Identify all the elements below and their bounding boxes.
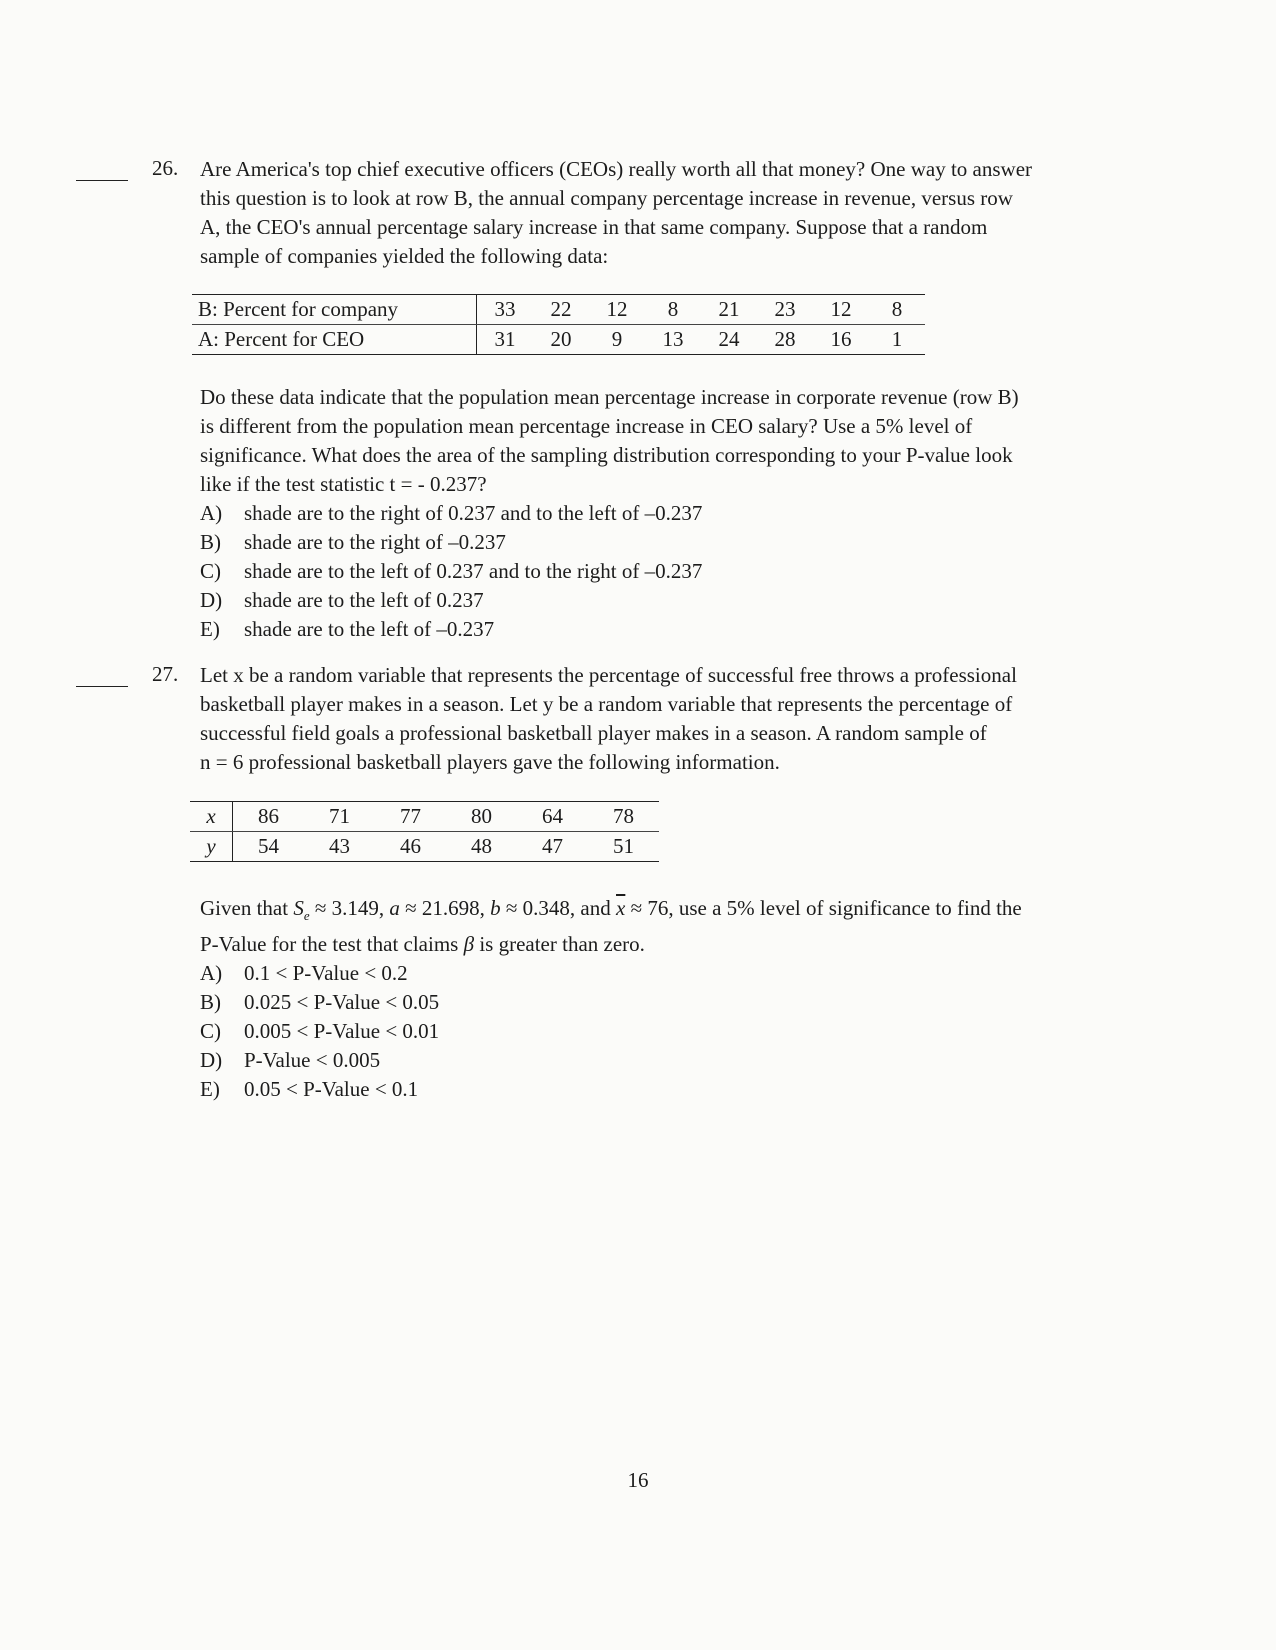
option-text: 0.025 < P-Value < 0.05 bbox=[244, 990, 440, 1014]
cell: 86 bbox=[233, 802, 305, 832]
cell: 47 bbox=[542, 834, 563, 858]
b-value: ≈ 0.348, and bbox=[500, 896, 617, 920]
q27-data-table bbox=[190, 801, 659, 862]
row-label-a: A: Percent for CEO bbox=[192, 325, 477, 355]
cell: 20 bbox=[550, 327, 572, 351]
option-letter: D) bbox=[200, 1048, 223, 1072]
row-label-x: x bbox=[190, 802, 233, 832]
option-text: shade are to the right of 0.237 and to the left of –0.237 bbox=[244, 501, 703, 525]
q27-given-line-2 bbox=[200, 930, 645, 960]
table-row-b bbox=[192, 295, 925, 325]
option-a[interactable] bbox=[200, 499, 702, 529]
cell: 31 bbox=[494, 327, 516, 351]
question-number-26: 26. bbox=[152, 156, 179, 180]
q26-prompt-line: is different from the population mean percentage increase in CEO salary? Use a 5% level of bbox=[200, 414, 973, 438]
q26-prompt-line: significance. What does the area of the sampling distribution corresponding to your P-value look bbox=[200, 443, 1013, 467]
given-prefix: Given that bbox=[200, 896, 294, 920]
option-a[interactable] bbox=[200, 959, 408, 989]
q26-data-table bbox=[192, 294, 925, 355]
q27-stem-line: basketball player makes in a season. Let y be a random variable that represents the percentage of bbox=[200, 692, 1013, 716]
se-symbol: S bbox=[293, 896, 304, 920]
table-row-y bbox=[190, 832, 659, 862]
cell: 48 bbox=[471, 834, 492, 858]
option-letter: C) bbox=[200, 1019, 221, 1043]
cell: 54 bbox=[258, 834, 279, 858]
option-e[interactable] bbox=[200, 1075, 418, 1105]
row-label-b: B: Percent for company bbox=[192, 295, 477, 325]
given-prefix: P-Value for the test that claims bbox=[200, 932, 464, 956]
cell: 71 bbox=[304, 802, 375, 832]
cell: 12 bbox=[589, 295, 645, 325]
option-b[interactable] bbox=[200, 528, 506, 558]
se-value: ≈ 3.149, bbox=[309, 896, 390, 920]
table-row-a bbox=[192, 325, 925, 355]
q26-stem-line: Are America's top chief executive officers (CEOs) really worth all that money? One way to answer bbox=[200, 157, 1033, 181]
cell: 22 bbox=[533, 295, 589, 325]
option-text: 0.1 < P-Value < 0.2 bbox=[244, 961, 408, 985]
option-letter: D) bbox=[200, 588, 223, 612]
x-bar-value: ≈ 76, use a 5% level of significance to find the bbox=[625, 896, 1022, 920]
cell: 46 bbox=[400, 834, 421, 858]
row-label-y: y bbox=[190, 832, 233, 862]
option-b[interactable] bbox=[200, 988, 439, 1018]
option-letter: C) bbox=[200, 559, 221, 583]
cell: 43 bbox=[329, 834, 350, 858]
q26-prompt-line: like if the test statistic t = - 0.237? bbox=[200, 472, 487, 496]
q26-prompt-line: Do these data indicate that the population mean percentage increase in corporate revenue (row B) bbox=[200, 385, 1019, 409]
q26-stem-line: this question is to look at row B, the annual company percentage increase in revenue, versus row bbox=[200, 186, 1013, 210]
q27-stem-line: n = 6 professional basketball players gave the following information. bbox=[200, 750, 780, 774]
cell: 8 bbox=[869, 295, 925, 325]
beta-symbol: β bbox=[463, 932, 475, 956]
cell: 51 bbox=[613, 834, 634, 858]
cell: 13 bbox=[662, 327, 684, 351]
option-letter: B) bbox=[200, 990, 221, 1014]
option-c[interactable] bbox=[200, 557, 702, 587]
option-letter: A) bbox=[200, 961, 223, 985]
cell: 1 bbox=[891, 327, 903, 351]
cell: 16 bbox=[830, 327, 852, 351]
option-text: shade are to the left of 0.237 and to the right of –0.237 bbox=[244, 559, 703, 583]
option-d[interactable] bbox=[200, 1046, 380, 1076]
cell: 64 bbox=[517, 802, 588, 832]
option-text: shade are to the left of –0.237 bbox=[244, 617, 495, 641]
cell: 8 bbox=[645, 295, 701, 325]
q27-stem-line: Let x be a random variable that represents the percentage of successful free throws a professional bbox=[200, 663, 1017, 687]
table-row-x bbox=[190, 802, 659, 832]
answer-blank-27[interactable] bbox=[76, 686, 128, 687]
q26-stem-line: sample of companies yielded the following data: bbox=[200, 244, 609, 268]
option-letter: B) bbox=[200, 530, 221, 554]
q27-stem-line: successful field goals a professional basketball player makes in a season. A random sample of bbox=[200, 721, 987, 745]
b-symbol: b bbox=[490, 896, 501, 920]
cell: 80 bbox=[446, 802, 517, 832]
option-letter: A) bbox=[200, 501, 223, 525]
option-d[interactable] bbox=[200, 586, 484, 616]
cell: 21 bbox=[701, 295, 757, 325]
option-letter: E) bbox=[200, 1077, 220, 1101]
a-symbol: a bbox=[389, 896, 400, 920]
option-c[interactable] bbox=[200, 1017, 439, 1047]
option-letter: E) bbox=[200, 617, 220, 641]
cell: 33 bbox=[477, 295, 534, 325]
cell: 23 bbox=[757, 295, 813, 325]
cell: 9 bbox=[611, 327, 623, 351]
option-text: shade are to the right of –0.237 bbox=[244, 530, 506, 554]
cell: 77 bbox=[375, 802, 446, 832]
option-e[interactable] bbox=[200, 615, 494, 645]
cell: 78 bbox=[588, 802, 659, 832]
page-number: 16 bbox=[627, 1468, 649, 1492]
question-number-27: 27. bbox=[152, 662, 179, 686]
cell: 12 bbox=[813, 295, 869, 325]
option-text: 0.05 < P-Value < 0.1 bbox=[244, 1077, 419, 1101]
q27-given-line-1 bbox=[200, 894, 1022, 931]
option-text: P-Value < 0.005 bbox=[244, 1048, 381, 1072]
cell: 24 bbox=[718, 327, 740, 351]
se-subscript: e bbox=[303, 908, 310, 923]
a-value: ≈ 21.698, bbox=[399, 896, 491, 920]
given-suffix: is greater than zero. bbox=[474, 932, 645, 956]
option-text: 0.005 < P-Value < 0.01 bbox=[244, 1019, 440, 1043]
cell: 28 bbox=[774, 327, 796, 351]
x-bar-symbol: $\overline{x}$ bbox=[616, 896, 626, 920]
option-text: shade are to the left of 0.237 bbox=[244, 588, 484, 612]
answer-blank-26[interactable] bbox=[76, 180, 128, 181]
q26-stem-line: A, the CEO's annual percentage salary increase in that same company. Suppose that a random bbox=[200, 215, 988, 239]
